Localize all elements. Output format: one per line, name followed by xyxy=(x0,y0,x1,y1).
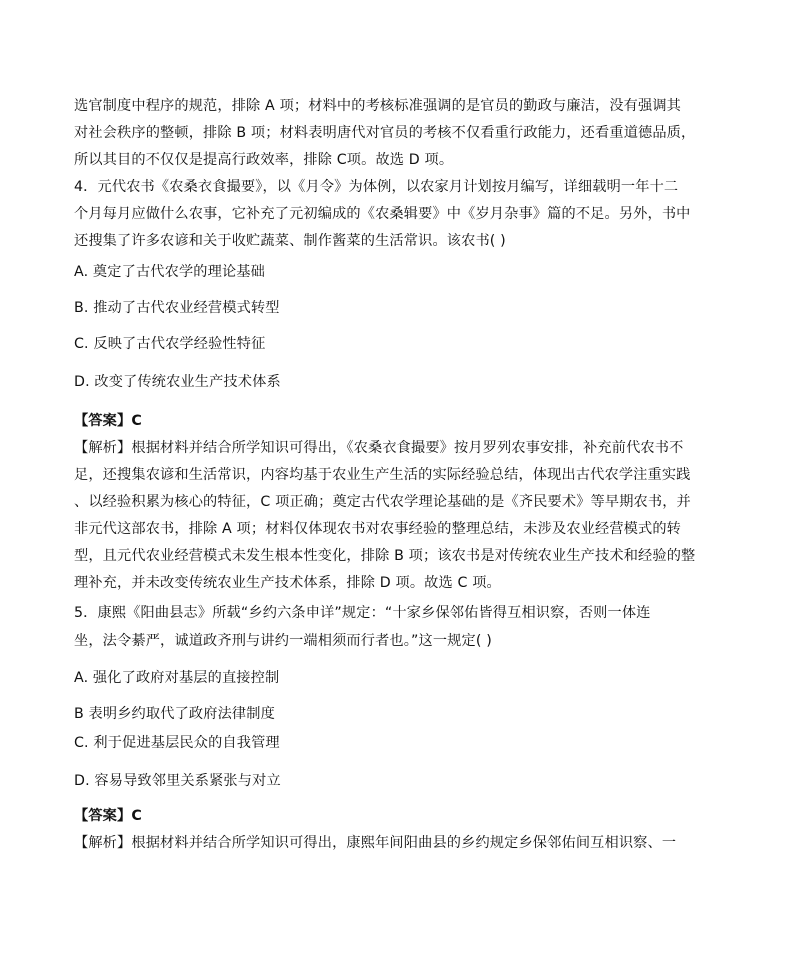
analysis-text: 理补充，并未改变传统农业生产技术体系，排除 D 项。故选 C 项。 xyxy=(74,575,501,591)
question-4-stem: 还搜集了许多农谚和关于收贮蔬菜、制作酱菜的生活常识。该农书( ) xyxy=(74,233,506,249)
question-5-stem: 5．康熙《阳曲县志》所载“乡约六条申详”规定：“十家乡保邻佑皆得互相识察，否则一体连 xyxy=(74,605,651,621)
option-b: B. 推动了古代农业经营模式转型 xyxy=(74,300,280,316)
text-line: 所以其目的不仅仅是提高行政效率，排除 C项。故选 D 项。 xyxy=(74,152,454,168)
question-4-stem: 个月每月应做什么农事，它补充了元初编成的《农桑辑要》中《岁月杂事》篇的不足。另外，书中 xyxy=(74,206,691,222)
question-4-stem: 4．元代农书《农桑衣食撮要》，以《月令》为体例，以农家月计划按月编写，详细载明一年十二 xyxy=(74,179,679,195)
question-5-stem: 坐，法令綦严，诚道政齐刑与讲约一端相须而行者也。”这一规定( ) xyxy=(74,633,492,649)
text-line: 对社会秩序的整顿，排除 B 项；材料表明唐代对官员的考核不仅看重行政能力，还看重道德品质， xyxy=(74,125,696,141)
answer-label: 【答案】C xyxy=(74,413,142,429)
answer-label: 【答案】C xyxy=(74,808,142,824)
option-d: D. 改变了传统农业生产技术体系 xyxy=(74,374,281,390)
option-a: A. 奠定了古代农学的理论基础 xyxy=(74,264,265,280)
analysis-text: 【解析】根据材料并结合所学知识可得出，《农桑衣食撮要》按月罗列农事安排，补充前代农书不 xyxy=(74,440,684,456)
option-d: D. 容易导致邻里关系紧张与对立 xyxy=(74,773,281,789)
option-c: C. 反映了古代农学经验性特征 xyxy=(74,336,266,352)
analysis-text: 型，且元代农业经营模式未发生根本性变化，排除 B 项；该农书是对传统农业生产技术和经验的整 xyxy=(74,548,696,564)
option-a: A. 强化了政府对基层的直接控制 xyxy=(74,670,280,686)
analysis-text: 、以经验积累为核心的特征，C 项正确；奠定古代农学理论基础的是《齐民要术》等早期农书，并 xyxy=(74,494,691,510)
analysis-text: 足，还搜集农谚和生活常识，内容均基于农业生产生活的实际经验总结，体现出古代农学注重实践 xyxy=(74,467,691,483)
analysis-text: 【解析】根据材料并结合所学知识可得出，康熙年间阳曲县的乡约规定乡保邻佑间互相识察、一 xyxy=(74,835,677,851)
option-c: C. 利于促进基层民众的自我管理 xyxy=(74,735,280,751)
option-b: B 表明乡约取代了政府法律制度 xyxy=(74,706,275,722)
analysis-text: 非元代这部农书，排除 A 项；材料仅体现农书对农事经验的整理总结，未涉及农业经营模式的转 xyxy=(74,521,682,537)
text-line: 选官制度中程序的规范，排除 A 项；材料中的考核标准强调的是官员的勤政与廉洁，没有强调其 xyxy=(74,98,682,114)
